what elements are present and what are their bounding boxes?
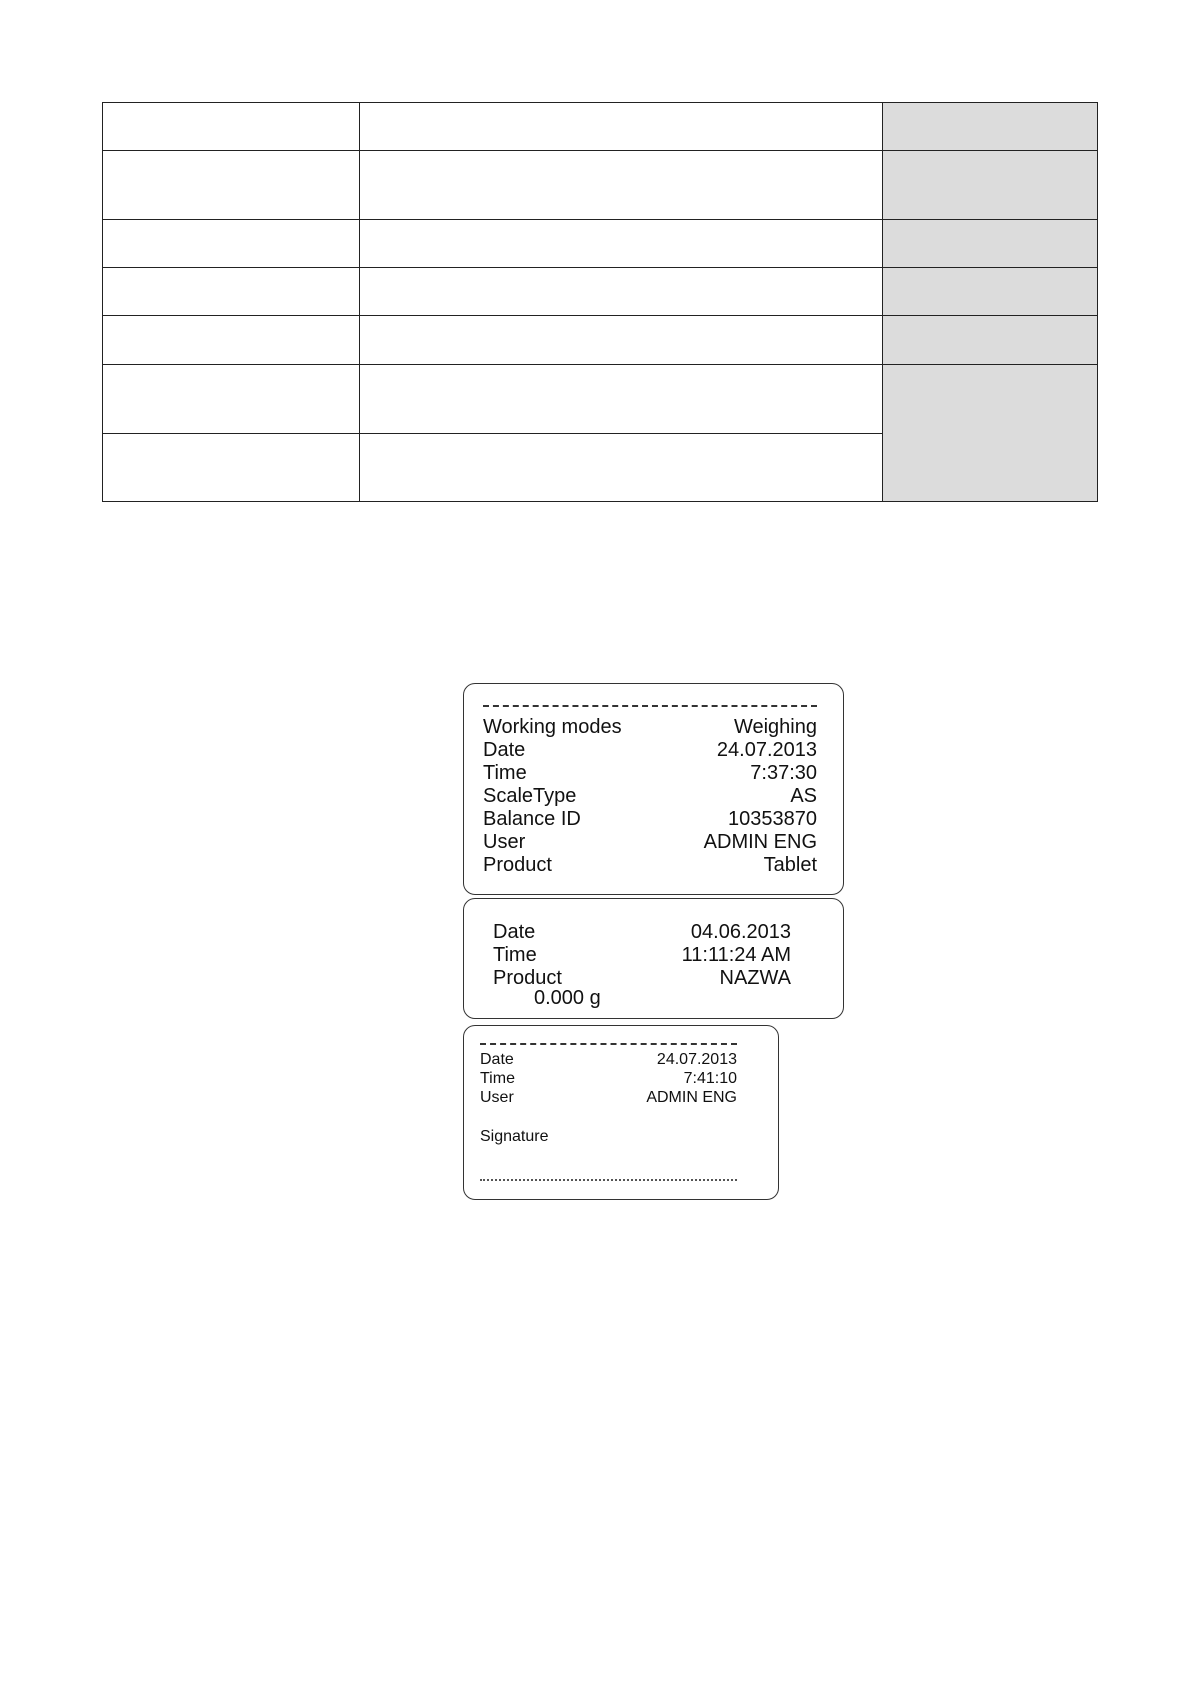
row-label: Time [483, 762, 527, 784]
row-value: Tablet [763, 854, 817, 876]
table-row-divider [103, 433, 883, 434]
signature-label: Signature [480, 1128, 549, 1145]
row-label: Date [493, 921, 536, 943]
signature-dotted-line [480, 1179, 737, 1181]
printout-row [493, 944, 791, 967]
row-value: 10353870 [728, 808, 817, 830]
settings-table [102, 102, 1098, 502]
row-label: Date [483, 739, 526, 761]
row-value: AS [790, 785, 817, 807]
row-value: 7:41:10 [683, 1070, 737, 1087]
printout-row [483, 808, 817, 831]
row-value: 11:11:24 AM [681, 944, 791, 966]
table-column-divider [359, 103, 360, 501]
row-label: Time [493, 944, 537, 966]
footer-printout [463, 1025, 779, 1200]
row-label: ScaleType [483, 785, 577, 807]
table-row-divider [103, 267, 1097, 268]
row-label: Product [493, 967, 562, 989]
table-shaded-column [882, 103, 1097, 501]
row-label: Product [483, 854, 552, 876]
row-value: NAZWA [719, 967, 791, 989]
row-label: Balance ID [483, 808, 581, 830]
row-value: 7:37:30 [750, 762, 817, 784]
row-value: Weighing [733, 716, 817, 738]
report-header-printout [463, 683, 844, 895]
row-value: 04.06.2013 [690, 921, 791, 943]
printout-row [483, 739, 817, 762]
row-label: User [483, 831, 526, 853]
row-label: Working modes [483, 716, 622, 738]
table-row-divider [103, 219, 1097, 220]
dashed-separator [480, 1043, 737, 1045]
row-value: ADMIN ENG [646, 1089, 737, 1106]
printout-row [483, 854, 817, 877]
printout-row [480, 1088, 737, 1107]
printout-row [483, 762, 817, 785]
printout-row [480, 1069, 737, 1088]
row-label: Time [480, 1070, 515, 1087]
row-value: 24.07.2013 [716, 739, 817, 761]
table-row-divider [103, 150, 1097, 151]
row-value: 24.07.2013 [656, 1051, 737, 1068]
table-row-divider [103, 315, 1097, 316]
printout-row [483, 716, 817, 739]
table-column-divider [882, 103, 883, 501]
measurement-printout [463, 898, 844, 1019]
printout-row [483, 831, 817, 854]
row-label: Date [480, 1051, 514, 1068]
table-row-divider [103, 364, 1097, 365]
dashed-separator [483, 705, 817, 707]
printout-row [480, 1050, 737, 1069]
row-value: ADMIN ENG [703, 831, 817, 853]
printout-row [493, 921, 791, 944]
printout-row [483, 785, 817, 808]
row-label: User [480, 1089, 514, 1106]
mass-reading: 0.000 g [534, 987, 601, 1009]
